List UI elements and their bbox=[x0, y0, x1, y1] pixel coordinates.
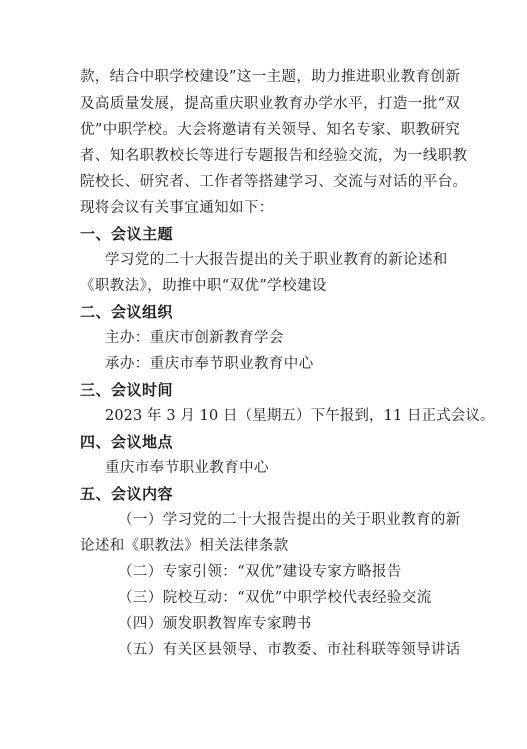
intro-line-6: 现将会议有关事宜通知如下： bbox=[80, 200, 274, 216]
section-heading-organization: 二、会议组织 bbox=[80, 303, 174, 321]
section-heading-theme: 一、会议主题 bbox=[80, 225, 174, 243]
time-text: 2023 年 3 月 10 日（星期五）下午报到，11 日正式会议。 bbox=[105, 408, 495, 424]
content-item-4: （四）颁发职教智库专家聘书 bbox=[118, 616, 312, 632]
location-text: 重庆市奉节职业教育中心 bbox=[105, 460, 269, 476]
theme-text-line-1: 学习党的二十大报告提出的关于职业教育的新论述和 bbox=[105, 252, 448, 268]
content-item-1-line-1: （一）学习党的二十大报告提出的关于职业教育的新 bbox=[118, 512, 461, 528]
intro-line-5: 院校长、研究者、工作者等搭建学习、交流与对话的平台。 bbox=[80, 174, 468, 190]
content-item-3: （三）院校互动：“双优”中职学校代表经验交流 bbox=[118, 590, 432, 606]
intro-line-3: 优”中职学校。大会将邀请有关领导、知名专家、职教研究 bbox=[80, 122, 461, 138]
content-item-5: （五）有关区县领导、市教委、市社科联等领导讲话 bbox=[118, 642, 461, 658]
section-heading-location: 四、会议地点 bbox=[80, 433, 174, 451]
intro-line-1: 款，结合中职学校建设”这一主题，助力推进职业教育创新 bbox=[80, 69, 461, 85]
section-heading-content: 五、会议内容 bbox=[80, 485, 174, 503]
content-item-2: （二）专家引领：“双优”建设专家方略报告 bbox=[118, 564, 402, 580]
host-text: 主办：重庆市创新教育学会 bbox=[105, 330, 284, 346]
intro-line-2: 及高质量发展，提高重庆职业教育办学水平，打造一批“双 bbox=[80, 96, 461, 112]
theme-text-line-2: 《职教法》，助推中职“双优”学校建设 bbox=[80, 278, 327, 294]
organizer-text: 承办：重庆市奉节职业教育中心 bbox=[105, 356, 314, 372]
section-heading-time: 三、会议时间 bbox=[80, 381, 174, 399]
intro-line-4: 者、知名职教校长等进行专题报告和经验交流，为一线职教 bbox=[80, 148, 468, 164]
content-item-1-line-2: 论述和《职教法》相关法律条款 bbox=[80, 538, 289, 554]
